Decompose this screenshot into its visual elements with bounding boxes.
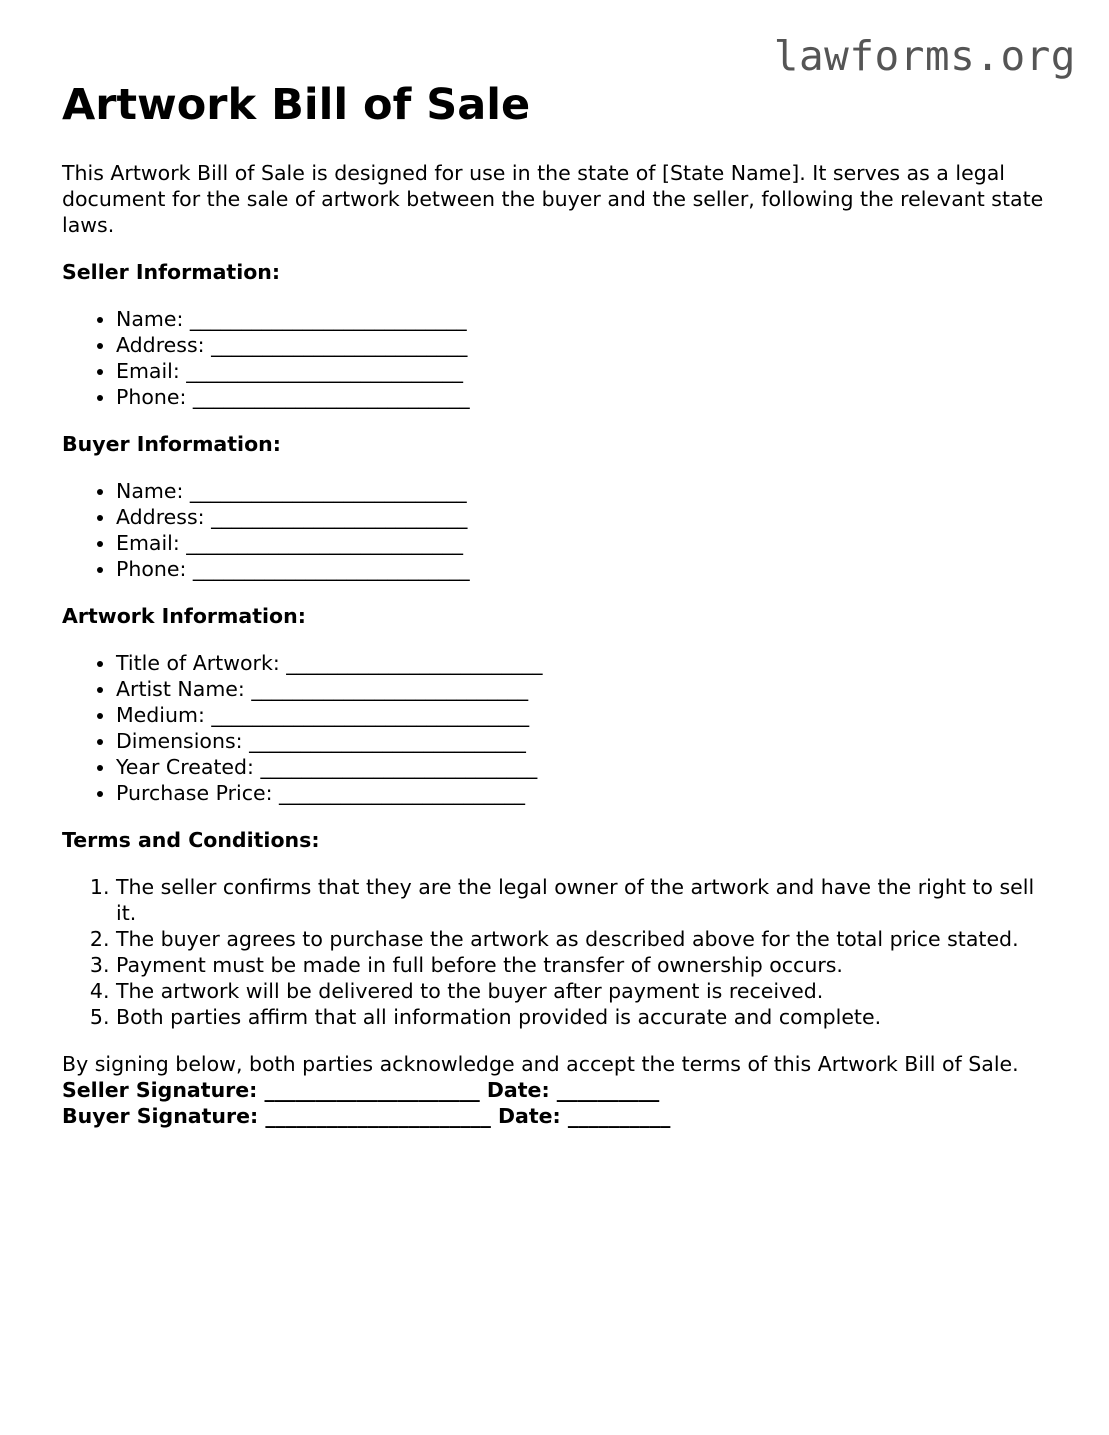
intro-paragraph: This Artwork Bill of Sale is designed for use in the state of [State Name]. It serves as a legal document for the sale of artwork between the buyer and the seller, following the relevant state laws. — [62, 161, 1044, 237]
term-item: 1. The seller confirms that they are the legal owner of the artwork and have the right to sell it. — [116, 874, 1057, 926]
artwork-info-list — [62, 650, 1057, 806]
term-item: 5. Both parties affirm that all information provided is accurate and complete. — [116, 1004, 1057, 1030]
terms-section-heading: Terms and Conditions: — [62, 828, 320, 852]
term-item: 2. The buyer agrees to purchase the artwork as described above for the total price stated. — [116, 926, 1057, 952]
artwork-section-heading: Artwork Information: — [62, 604, 306, 628]
seller-section-heading: Seller Information: — [62, 260, 281, 284]
seller-name-field: • Name: ___________________________ — [116, 306, 1057, 332]
document-title: Artwork Bill of Sale — [62, 80, 531, 130]
document-page — [62, 80, 1057, 1129]
buyer-section-heading: Buyer Information: — [62, 432, 281, 456]
seller-address-field: • Address: _________________________ — [116, 332, 1057, 358]
purchase-price-field: • Purchase Price: ________________________ — [116, 780, 1057, 806]
acknowledgment-paragraph: By signing below, both parties acknowledge and accept the terms of this Artwork Bill of Sale. — [62, 1052, 1019, 1076]
buyer-info-list — [62, 478, 1057, 582]
terms-list — [62, 874, 1057, 1030]
buyer-email-field: • Email: ___________________________ — [116, 530, 1057, 556]
term-item: 4. The artwork will be delivered to the buyer after payment is received. — [116, 978, 1057, 1004]
seller-signature-line: Seller Signature: _____________________ Date: __________ — [62, 1078, 660, 1102]
seller-phone-field: • Phone: ___________________________ — [116, 384, 1057, 410]
seller-email-field: • Email: ___________________________ — [116, 358, 1057, 384]
medium-field: • Medium: _______________________________ — [116, 702, 1057, 728]
watermark-logo: lawforms.org — [773, 32, 1076, 80]
buyer-name-field: • Name: ___________________________ — [116, 478, 1057, 504]
artist-name-field: • Artist Name: ___________________________ — [116, 676, 1057, 702]
buyer-address-field: • Address: _________________________ — [116, 504, 1057, 530]
seller-info-list — [62, 306, 1057, 410]
term-item: 3. Payment must be made in full before the transfer of ownership occurs. — [116, 952, 1057, 978]
dimensions-field: • Dimensions: ___________________________ — [116, 728, 1057, 754]
year-created-field: • Year Created: ___________________________ — [116, 754, 1057, 780]
buyer-phone-field: • Phone: ___________________________ — [116, 556, 1057, 582]
buyer-signature-line: Buyer Signature: ______________________ Date: __________ — [62, 1104, 671, 1128]
artwork-title-field: • Title of Artwork: _________________________ — [116, 650, 1057, 676]
